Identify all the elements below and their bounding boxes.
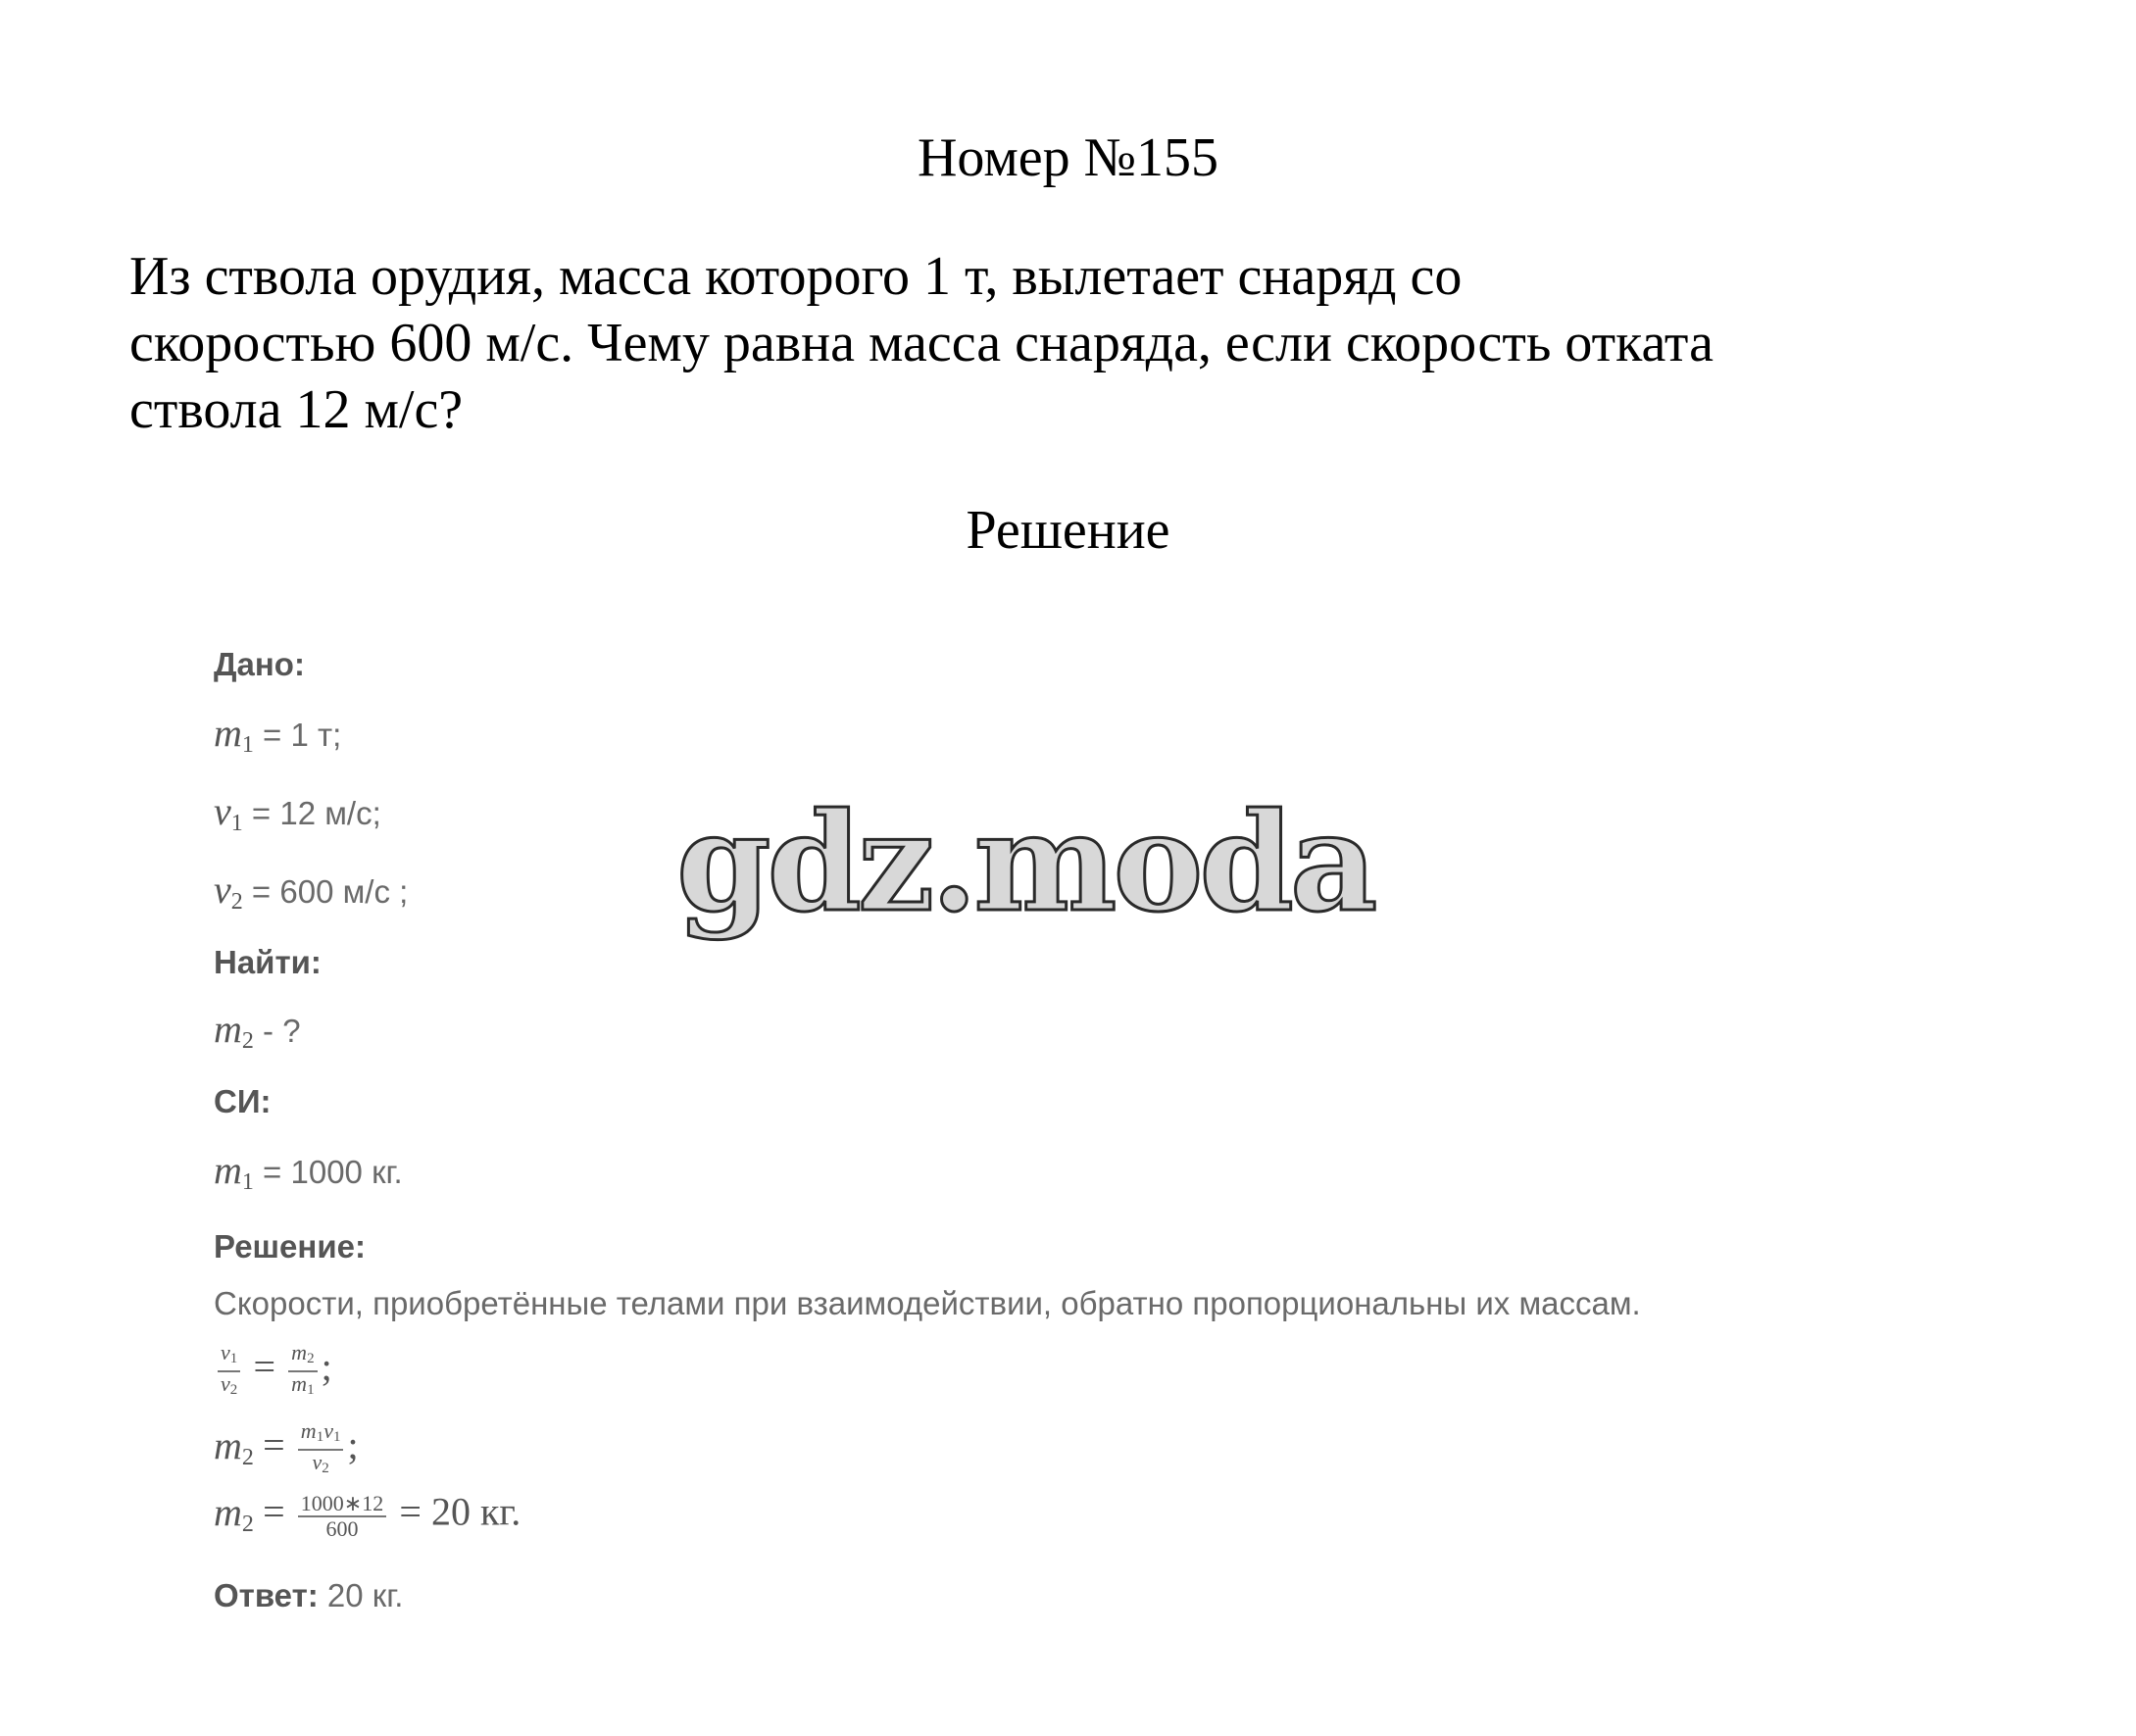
fraction-numeric: $\frac{1000∗12}{600}$ bbox=[298, 1492, 386, 1541]
given-v1: $v_1 = 12$ м/с; bbox=[214, 789, 381, 836]
var-v1: $v_1$ bbox=[214, 789, 243, 836]
var-m1: $m_1$ bbox=[214, 711, 254, 758]
solution-header: Решение: bbox=[214, 1228, 366, 1265]
var-m1-si: $m_1$ bbox=[214, 1148, 254, 1195]
find-header: Найти: bbox=[214, 944, 322, 980]
answer bbox=[214, 1576, 403, 1615]
page-title: Номер №155 bbox=[917, 127, 1219, 188]
given-v2: $v_2 = 600$ м/с ; bbox=[214, 868, 409, 915]
si-header: СИ: bbox=[214, 1083, 272, 1119]
fraction-m1v1-v2: $\frac{m_1v_1}{v_2}$ bbox=[298, 1419, 344, 1480]
problem-text bbox=[129, 243, 2051, 443]
answer-value: 20 кг. bbox=[318, 1577, 404, 1613]
problem-line: Из ствола орудия, масса которого 1 т, вылетает снаряд со bbox=[129, 246, 1463, 307]
watermark-logo: gdz.moda bbox=[676, 782, 1374, 942]
find-m2: $m_2$ - ? bbox=[214, 1007, 301, 1054]
given-m1: $m_1 = 1$ т; bbox=[214, 711, 342, 758]
fraction-v1-v2: $\frac{v_1}{v_2}$ bbox=[218, 1341, 240, 1402]
problem-line: ствола 12 м/с? bbox=[129, 379, 464, 440]
fraction-m2-m1: $\frac{m_2}{m_1}$ bbox=[288, 1341, 317, 1402]
equation-2: $m_2$ = $\frac{m_1v_1}{v_2}$ ; bbox=[214, 1419, 359, 1480]
var-m2: $m_2$ bbox=[214, 1007, 254, 1054]
si-m1: $m_1 = 1000$ кг. bbox=[214, 1148, 403, 1195]
equation-1: $\frac{v_1}{v_2}$ = $\frac{m_2}{m_1}$ ; bbox=[214, 1341, 332, 1402]
problem-line: скоростью 600 м/с. Чему равна масса снаряда, если скорость отката bbox=[129, 313, 1714, 373]
answer-label: Ответ: bbox=[214, 1577, 319, 1613]
var-v2: $v_2$ bbox=[214, 868, 243, 915]
equation-3: $m_2$ = $\frac{1000∗12}{600}$ = 20 кг. bbox=[214, 1489, 522, 1541]
solution-title: Решение bbox=[966, 500, 1170, 561]
explanation-text: Скорости, приобретённые телами при взаимодействии, обратно пропорциональны их массам. bbox=[214, 1285, 1641, 1321]
given-header: Дано: bbox=[214, 646, 305, 682]
